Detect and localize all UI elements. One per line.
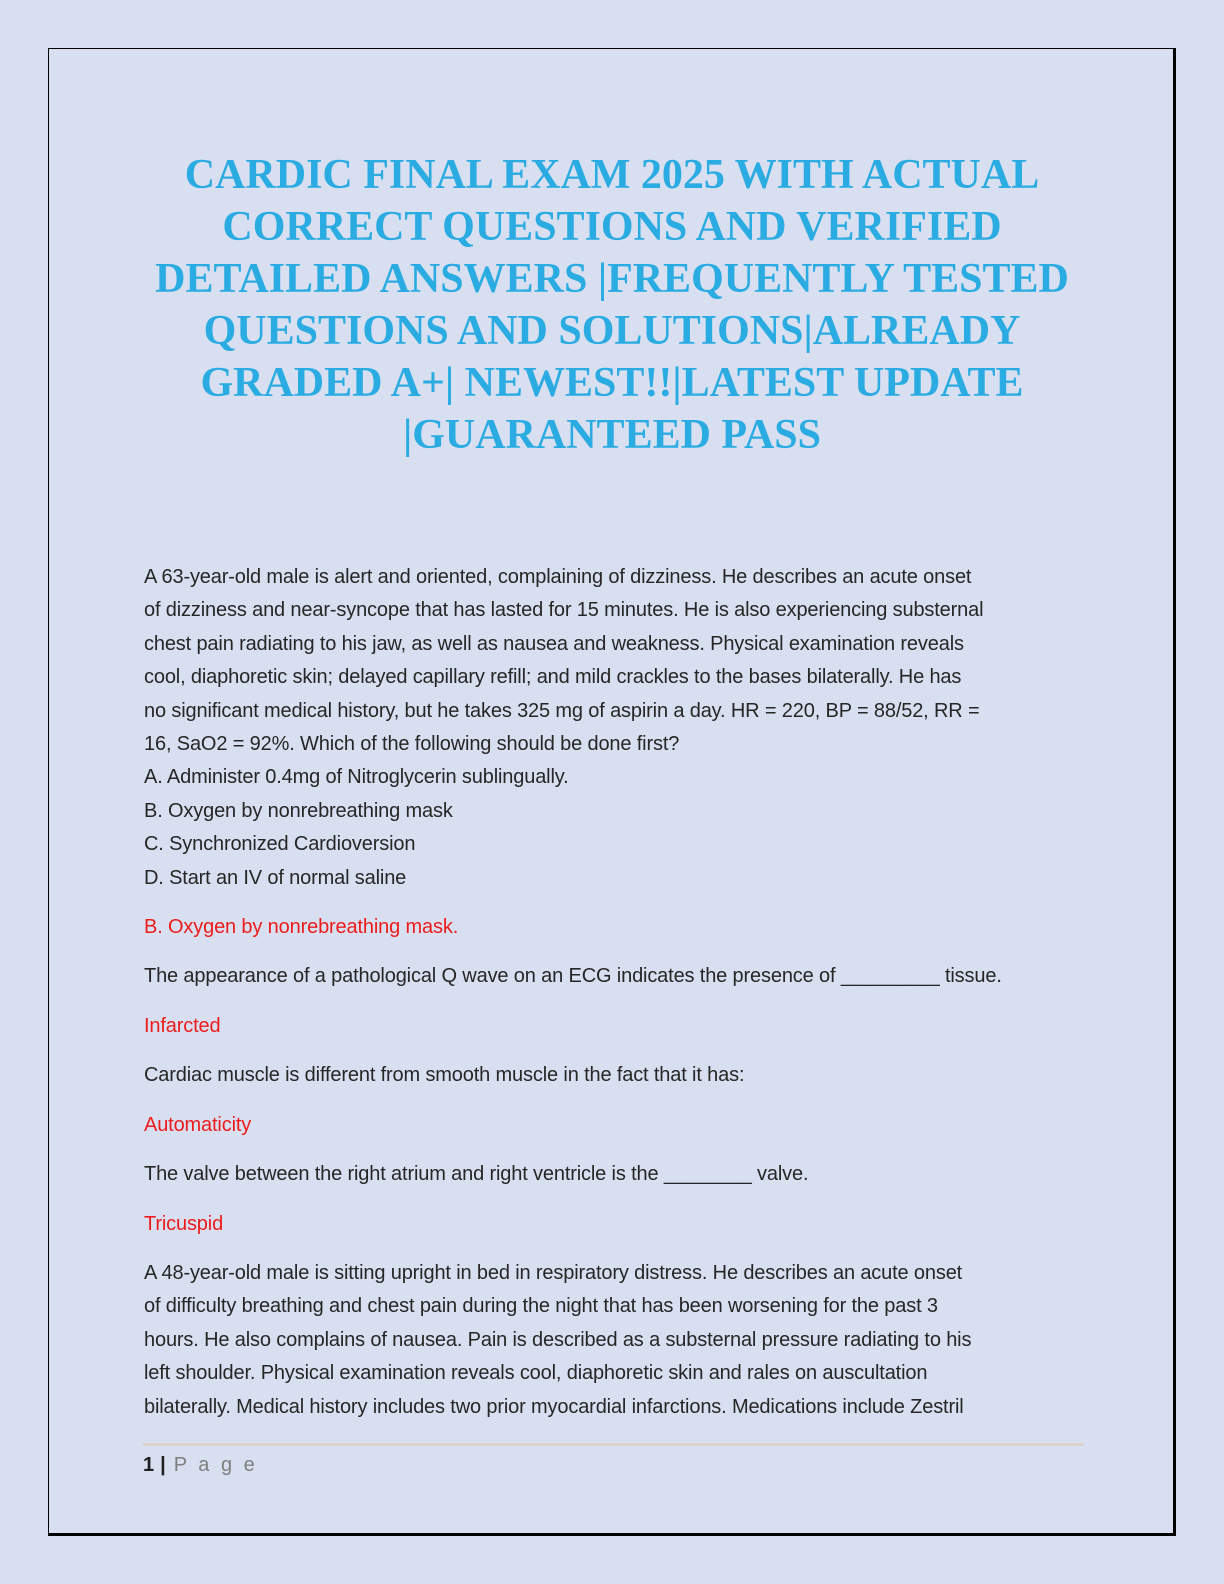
title-line: QUESTIONS AND SOLUTIONS|ALREADY [203, 308, 1021, 354]
title-line: GRADED A+| NEWEST!!|LATEST UPDATE [200, 360, 1024, 406]
question-text: A 48-year-old male is sitting upright in bed in respiratory distress. He describes an acute onset of difficulty breathing and chest pain during the night that has been worsening for the past 3 hours. He also complains of nausea. Pain is described as a substernal pressure radiating to his left shoulder. Physical examination reveals cool, diaphoretic skin and rales on auscultation bilaterally. Medical history includes two prior myocardial infarctions. Medications include Zestril [144, 1261, 972, 1418]
page-footer [143, 1443, 1084, 1478]
title-line: |GUARANTEED PASS [402, 412, 822, 458]
page-number: 1 [143, 1454, 155, 1476]
answer-text: Infarcted [144, 1014, 221, 1037]
title-line: DETAILED ANSWERS |FREQUENTLY TESTED [155, 256, 1069, 302]
answer-text: B. Oxygen by nonrebreathing mask. [144, 916, 459, 939]
footer-separator: | [160, 1454, 166, 1476]
page-title [144, 149, 1080, 461]
title-line: CORRECT QUESTIONS AND VERIFIED [222, 204, 1002, 250]
answer-text: Tricuspid [144, 1212, 224, 1235]
footer-page-label: P a g e [173, 1454, 258, 1476]
question-text: The appearance of a pathological Q wave on an ECG indicates the presence of _________ tissue. [144, 965, 1002, 988]
question-text: Cardiac muscle is different from smooth muscle in the fact that it has: [144, 1064, 745, 1087]
content-blocks [144, 561, 1080, 1424]
document-page-frame [48, 48, 1176, 1536]
title-line: CARDIC FINAL EXAM 2025 WITH ACTUAL [184, 152, 1040, 198]
answer-text: Automaticity [144, 1113, 252, 1136]
question-text: The valve between the right atrium and right ventricle is the ________ valve. [144, 1163, 809, 1186]
question-text: A 63-year-old male is alert and oriented, complaining of dizziness. He describes an acute onset of dizziness and near-syncope that has lasted for 15 minutes. He is also experiencing substernal chest pain radiating to his jaw, as well as nausea and weakness. Physical examination reveals cool, diaphoretic skin; delayed capillary refill; and mild crackles to the bases bilaterally. He has no significant medical history, but he takes 325 mg of aspirin a day. HR = 220, BP = 88/52, RR = 16, SaO2 = 92%. Which of the following should be done first? A. Administer 0.4mg of Nitroglycerin sublingually. B. Oxygen by nonrebreathing mask C. Synchronized Cardioversion D. Start an IV of normal saline [144, 566, 984, 889]
